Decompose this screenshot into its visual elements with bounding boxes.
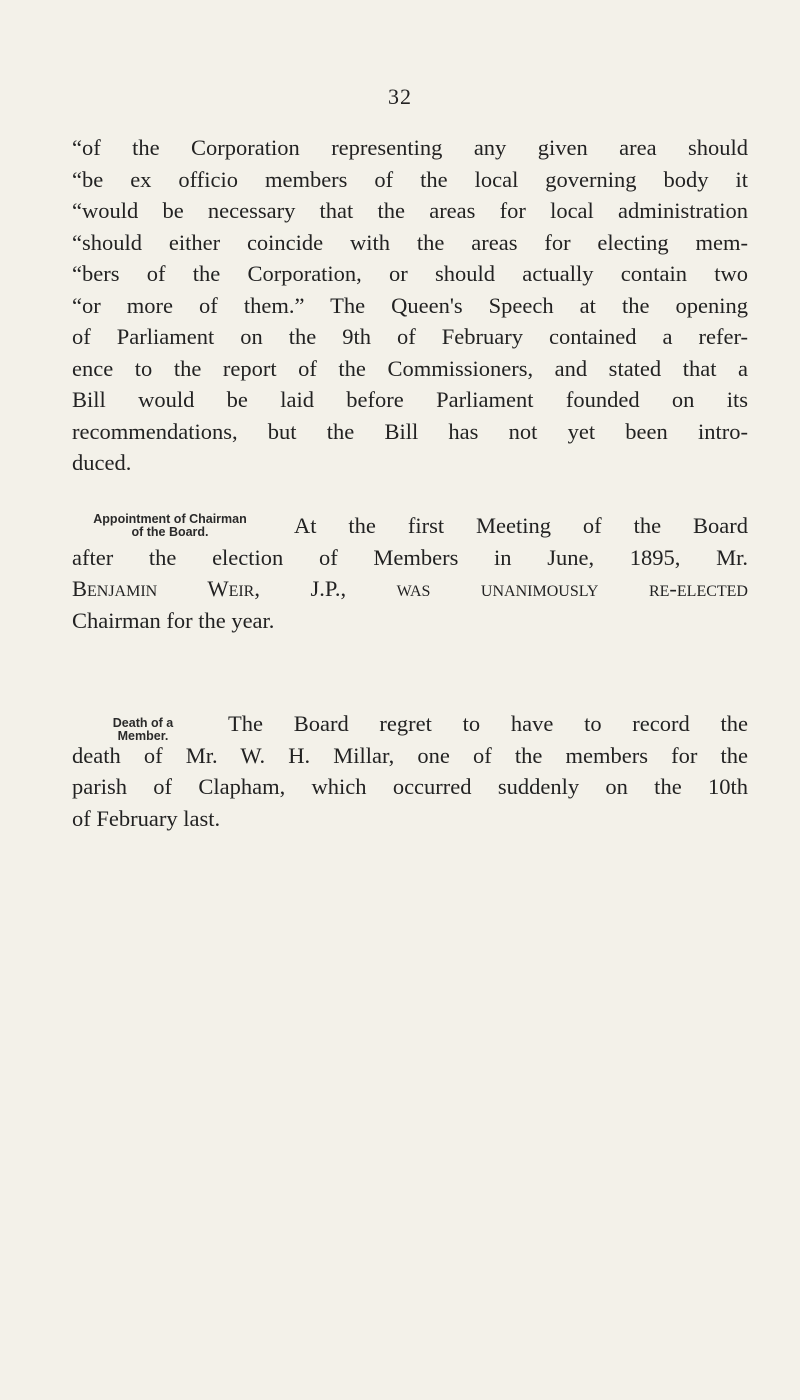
text-line: parish of Clapham, which occurred suddenly on the 10th [72, 774, 748, 799]
text-line: “bers of the Corporation, or should actually contain two [72, 261, 748, 286]
paragraph-death-of-member [72, 708, 748, 834]
page-number: 32 [388, 84, 412, 109]
text-line: The Board regret to have to record the [228, 711, 748, 736]
text-line: “would be necessary that the areas for local administration [72, 198, 748, 223]
sidenote-line: Member. [117, 729, 169, 743]
text-line: recommendations, but the Bill has not yet been intro- [72, 418, 748, 444]
sidenote-line: of the Board. [131, 525, 209, 539]
text-line: of February last. [72, 805, 221, 831]
paragraph-appointment-of-chairman [72, 510, 748, 636]
sidenote-line: Death of a [112, 716, 174, 730]
text-line: At the first Meeting of the Board [294, 513, 748, 538]
text-line: of Parliament on the 9th of February contained a refer- [72, 324, 748, 349]
text-line: “of the Corporation representing any given area should [72, 135, 748, 160]
text-line: Chairman for the year. [72, 607, 275, 633]
text-line: ence to the report of the Commissioners, and stated that a [72, 355, 748, 381]
text-line: “be ex officio members of the local governing body it [72, 166, 748, 192]
text-line: after the election of Members in June, 1895, Mr. [72, 544, 748, 570]
text-line: death of Mr. W. H. Millar, one of the members for the [72, 742, 748, 768]
text-line: Bill would be laid before Parliament founded on its [72, 387, 748, 412]
text-line: Benjamin Weir, J.P., was unanimously re-elected [72, 576, 748, 601]
text-line: duced. [72, 450, 132, 475]
paragraph-corporation [72, 132, 748, 479]
text-line: “should either coincide with the areas for electing mem- [72, 229, 748, 255]
text-line: “or more of them.” The Queen's Speech at the opening [72, 292, 748, 318]
sidenote-line: Appointment of Chairman [93, 512, 247, 526]
